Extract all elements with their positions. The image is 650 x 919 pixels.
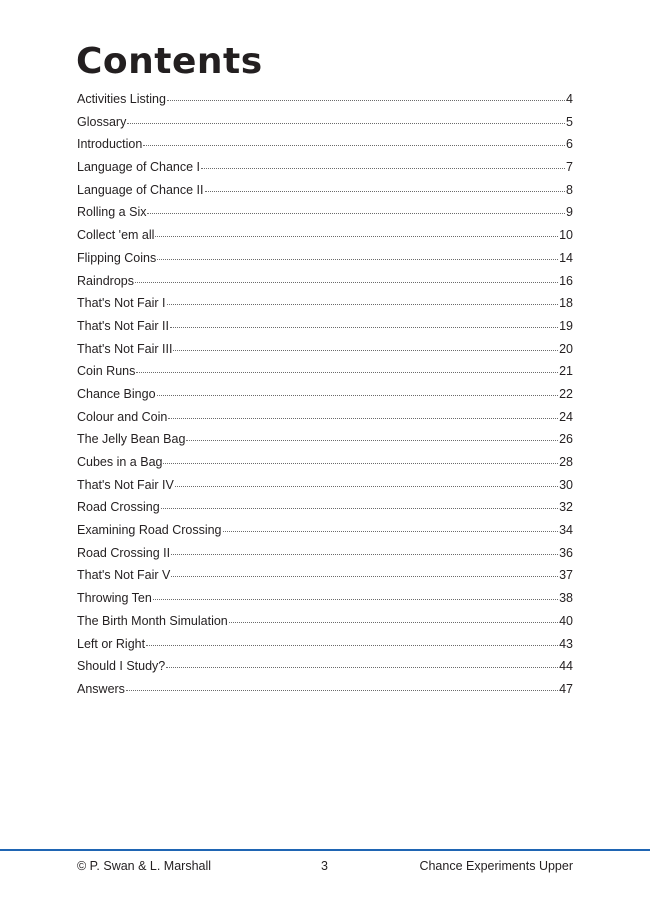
toc-entry[interactable] (77, 633, 573, 656)
toc-entry-page: 30 (559, 477, 573, 492)
toc-entry-label: That's Not Fair III (77, 341, 173, 356)
toc-dot-leader (168, 418, 558, 419)
toc-entry[interactable] (77, 133, 573, 156)
toc-entry[interactable] (77, 156, 573, 179)
toc-entry[interactable] (77, 474, 573, 497)
toc-entry-page: 38 (559, 591, 573, 606)
toc-entry-page: 37 (559, 568, 573, 583)
toc-dot-leader (136, 372, 558, 373)
toc-entry-label: Cubes in a Bag (77, 455, 163, 469)
toc-entry[interactable] (77, 587, 573, 610)
toc-dot-leader (167, 100, 565, 101)
toc-entry[interactable] (77, 338, 573, 361)
toc-entry-label: Answers (77, 681, 125, 696)
toc-entry-label: Raindrops (77, 273, 134, 288)
toc-entry[interactable] (77, 451, 573, 474)
toc-entry[interactable] (77, 224, 573, 247)
toc-entry-label: Language of Chance II (77, 182, 204, 197)
toc-entry-page: 5 (566, 114, 573, 129)
toc-entry-page: 7 (566, 160, 573, 175)
toc-dot-leader (171, 576, 558, 577)
toc-entry[interactable] (77, 111, 573, 134)
toc-entry-label: Examining Road Crossing (77, 523, 222, 538)
toc-entry-page: 22 (559, 386, 573, 401)
toc-entry[interactable] (77, 428, 573, 451)
toc-entry-page: 24 (559, 409, 573, 424)
toc-entry[interactable] (77, 564, 573, 587)
toc-entry-label: Colour and Coin (77, 409, 168, 424)
toc-dot-leader (153, 599, 558, 600)
toc-dot-leader (223, 531, 559, 532)
toc-entry-label: Flipping Coins (77, 250, 157, 265)
toc-entry-page: 40 (559, 613, 573, 628)
toc-entry-label: Collect 'em all (77, 228, 155, 243)
toc-entry-page: 28 (559, 455, 573, 469)
toc-entry-page: 10 (559, 228, 573, 243)
toc-entry-label: Should I Study? (77, 659, 166, 674)
toc-entry[interactable] (77, 247, 573, 270)
toc-entry-label: Glossary (77, 114, 127, 129)
toc-entry-page: 36 (559, 545, 573, 560)
toc-dot-leader (186, 440, 558, 441)
toc-dot-leader (157, 395, 559, 396)
toc-dot-leader (127, 123, 565, 124)
toc-dot-leader (201, 168, 565, 169)
toc-entry-page: 19 (559, 318, 573, 333)
page-title: Contents (76, 41, 263, 82)
toc-entry-page: 20 (559, 341, 573, 356)
toc-dot-leader (135, 282, 558, 283)
toc-dot-leader (157, 259, 558, 260)
toc-dot-leader (163, 463, 558, 464)
toc-entry-label: Throwing Ten (77, 591, 152, 606)
toc-entry-page: 6 (566, 137, 573, 152)
toc-entry-label: Activities Listing (77, 92, 166, 106)
toc-entry-label: Language of Chance I (77, 160, 201, 175)
toc-entry-page: 9 (566, 205, 573, 220)
toc-dot-leader (170, 327, 558, 328)
toc-dot-leader (173, 350, 558, 351)
toc-entry-label: That's Not Fair IV (77, 477, 174, 492)
toc-entry[interactable] (77, 406, 573, 429)
toc-entry-page: 18 (559, 296, 573, 311)
toc-dot-leader (171, 554, 558, 555)
toc-entry[interactable] (77, 519, 573, 542)
toc-entry[interactable] (77, 360, 573, 383)
toc-dot-leader (155, 236, 558, 237)
toc-entry-page: 43 (559, 636, 573, 651)
toc-entry-label: Coin Runs (77, 364, 136, 379)
toc-entry-label: Introduction (77, 137, 143, 152)
toc-entry-label: That's Not Fair I (77, 296, 166, 311)
toc-entry-label: The Birth Month Simulation (77, 613, 228, 628)
toc-entry-page: 26 (559, 432, 573, 447)
toc-entry[interactable] (77, 179, 573, 202)
toc-entry[interactable] (77, 610, 573, 633)
toc-entry[interactable] (77, 292, 573, 315)
toc-dot-leader (143, 145, 565, 146)
toc-entry-page: 16 (559, 273, 573, 288)
toc-entry-label: The Jelly Bean Bag (77, 432, 186, 447)
toc-dot-leader (205, 191, 566, 192)
toc-entry-page: 34 (559, 523, 573, 538)
footer-page-number: 3 (321, 859, 328, 873)
toc-entry-page: 4 (566, 92, 573, 106)
toc-entry[interactable] (77, 542, 573, 565)
footer-copyright: © P. Swan & L. Marshall (77, 859, 212, 873)
toc-entry-label: That's Not Fair II (77, 318, 169, 333)
toc-dot-leader (229, 622, 558, 623)
toc-entry-page: 47 (559, 681, 573, 696)
toc-entry-page: 32 (559, 500, 573, 515)
toc-entry[interactable] (77, 315, 573, 338)
toc-entry[interactable] (77, 201, 573, 224)
toc-entry-label: Rolling a Six (77, 205, 147, 220)
toc-entry-label: Left or Right (77, 636, 146, 651)
toc-entry-page: 44 (559, 659, 573, 674)
toc-dot-leader (175, 486, 558, 487)
toc-dot-leader (126, 690, 558, 691)
toc-dot-leader (161, 508, 558, 509)
toc-entry-label: Road Crossing II (77, 545, 171, 560)
toc-dot-leader (146, 645, 558, 646)
toc-entry[interactable] (77, 383, 573, 406)
toc-entry[interactable] (77, 678, 573, 701)
toc-entry-page: 14 (559, 250, 573, 265)
toc-dot-leader (147, 213, 565, 214)
toc-entry-label: Chance Bingo (77, 386, 156, 401)
footer-divider (0, 849, 650, 851)
toc-dot-leader (166, 667, 558, 668)
toc-dot-leader (167, 304, 559, 305)
footer-book-title: Chance Experiments Upper (419, 859, 573, 873)
toc-entry-page: 21 (559, 364, 573, 379)
toc-entry-label: That's Not Fair V (77, 568, 171, 583)
toc-entry[interactable] (77, 270, 573, 293)
toc-entry-label: Road Crossing (77, 500, 160, 515)
table-of-contents (77, 88, 573, 701)
toc-entry-page: 8 (566, 182, 573, 197)
toc-entry[interactable] (77, 88, 573, 111)
toc-entry[interactable] (77, 655, 573, 678)
toc-entry[interactable] (77, 496, 573, 519)
